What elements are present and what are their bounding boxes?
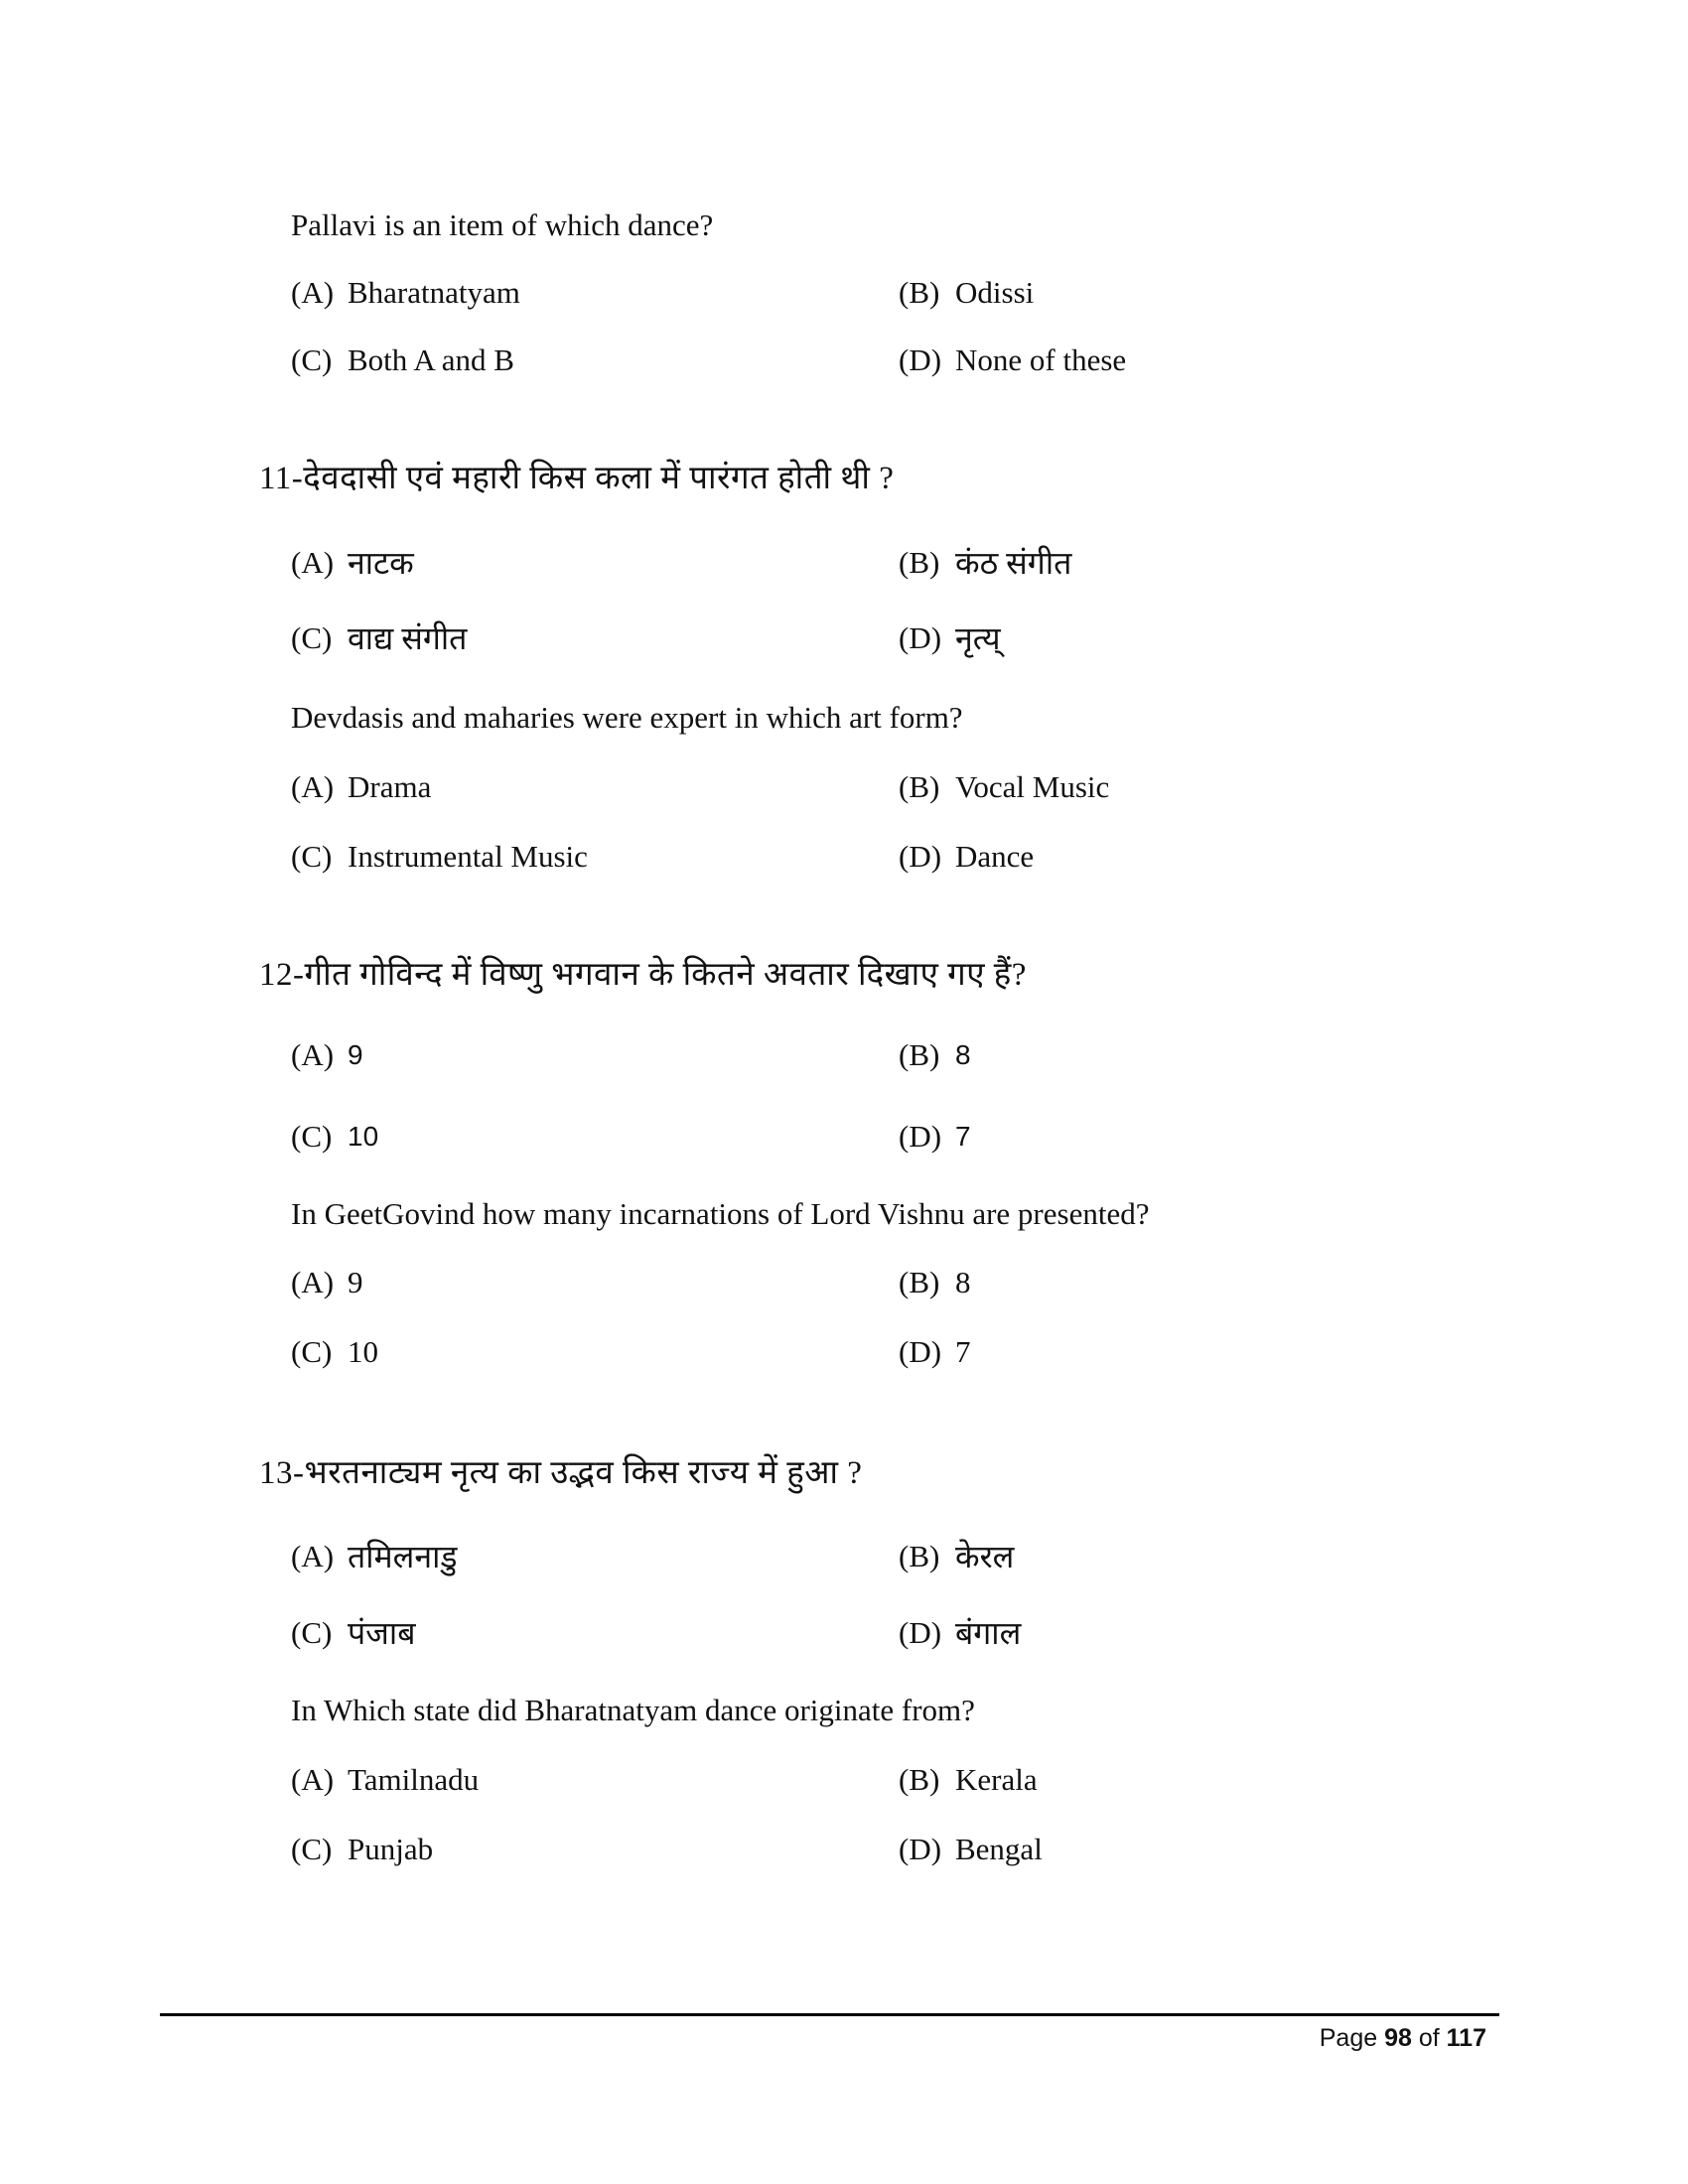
option-label: (A) <box>291 545 335 580</box>
option-label: (C) <box>291 342 333 377</box>
option-label: (C) <box>291 1615 333 1650</box>
q12-en-option-a <box>291 1265 363 1300</box>
option-label: (D) <box>899 1119 942 1154</box>
q10-en-option-c <box>291 342 514 378</box>
option-label: (B) <box>899 769 940 804</box>
option-text: केरल <box>955 1539 1015 1574</box>
option-text: None of these <box>955 342 1127 377</box>
question-13-english: In Which state did Bharatnatyam dance originate from? <box>291 1693 975 1727</box>
q11-hi-option-c <box>291 620 467 656</box>
q12-en-option-d <box>899 1334 971 1370</box>
page-word: Page <box>1319 2024 1378 2052</box>
page-number <box>1320 2023 1486 2053</box>
option-label: (B) <box>899 545 940 580</box>
option-text: 8 <box>955 1039 971 1070</box>
q11-hi-option-d <box>899 620 1001 656</box>
question-11-english: Devdasis and maharies were expert in which art form? <box>291 700 963 735</box>
option-text: Drama <box>348 769 432 804</box>
option-label: (B) <box>899 275 940 310</box>
question-13-hindi: 13-भरतनाट्यम नृत्य का उद्भव किस राज्य में हुआ ? <box>259 1455 863 1491</box>
option-label: (A) <box>291 1762 335 1797</box>
option-label: (B) <box>899 1539 940 1573</box>
q13-hi-option-d <box>899 1615 1021 1651</box>
q13-en-option-d <box>899 1832 1043 1867</box>
current-page: 98 <box>1384 2024 1412 2052</box>
option-label: (B) <box>899 1037 940 1072</box>
option-text: Punjab <box>348 1832 434 1866</box>
option-label: (A) <box>291 1037 335 1072</box>
option-label: (C) <box>291 1334 333 1369</box>
q11-hi-option-a <box>291 545 414 581</box>
q12-en-option-b <box>899 1265 971 1300</box>
q11-en-option-a <box>291 769 431 805</box>
q13-hi-option-c <box>291 1615 415 1651</box>
option-label: (A) <box>291 275 335 310</box>
option-label: (D) <box>899 342 942 377</box>
q11-en-option-c <box>291 839 588 875</box>
option-label: (A) <box>291 1265 335 1299</box>
option-label: (A) <box>291 769 335 804</box>
option-text: तमिलनाडु <box>348 1539 458 1574</box>
option-text: नृत्य् <box>955 620 1001 656</box>
option-label: (C) <box>291 620 333 655</box>
option-text: 7 <box>955 1334 971 1369</box>
option-text: Bharatnatyam <box>348 275 520 310</box>
option-text: 9 <box>348 1039 363 1070</box>
option-label: (C) <box>291 839 333 874</box>
q13-hi-option-a <box>291 1539 458 1574</box>
q10-en-option-b <box>899 275 1034 311</box>
question-12-english: In GeetGovind how many incarnations of Lord Vishnu are presented? <box>291 1196 1150 1231</box>
option-label: (C) <box>291 1119 333 1154</box>
q12-hi-option-a <box>291 1037 363 1073</box>
option-label: (A) <box>291 1539 335 1573</box>
option-text: पंजाब <box>348 1615 416 1651</box>
option-text: Instrumental Music <box>348 839 588 874</box>
q13-en-option-c <box>291 1832 433 1867</box>
q10-en-option-a <box>291 275 520 311</box>
question-10-english: Pallavi is an item of which dance? <box>291 207 714 242</box>
option-text: Odissi <box>955 275 1035 310</box>
q12-hi-option-b <box>899 1037 971 1073</box>
question-11-hindi: 11-देवदासी एवं महारी किस कला में पारंगत होती थी ? <box>259 461 895 496</box>
option-label: (D) <box>899 1334 942 1369</box>
q13-hi-option-b <box>899 1539 1014 1574</box>
footer-rule <box>160 2013 1499 2016</box>
option-label: (C) <box>291 1832 333 1866</box>
q12-en-option-c <box>291 1334 378 1370</box>
option-text: Tamilnadu <box>348 1762 480 1797</box>
question-12-hindi: 12-गीत गोविन्द में विष्णु भगवान के कितने अवतार दिखाए गए हैं? <box>259 957 1027 993</box>
option-label: (D) <box>899 620 942 655</box>
option-label: (D) <box>899 1832 942 1866</box>
option-label: (B) <box>899 1265 940 1299</box>
q10-en-option-d <box>899 342 1126 378</box>
option-text: 10 <box>348 1121 379 1152</box>
option-label: (B) <box>899 1762 940 1797</box>
option-text: बंगाल <box>955 1615 1022 1651</box>
q12-hi-option-c <box>291 1119 378 1155</box>
option-label: (D) <box>899 839 942 874</box>
option-text: 7 <box>955 1121 971 1152</box>
option-text: Both A and B <box>348 342 514 377</box>
q11-en-option-d <box>899 839 1034 875</box>
q13-en-option-a <box>291 1762 479 1798</box>
of-word: of <box>1418 2024 1440 2052</box>
option-text: कंठ संगीत <box>955 545 1072 581</box>
option-text: नाटक <box>348 545 414 581</box>
option-text: 9 <box>348 1265 363 1299</box>
option-text: Vocal Music <box>955 769 1110 804</box>
option-text: Kerala <box>955 1762 1038 1797</box>
option-text: Bengal <box>955 1832 1043 1866</box>
option-label: (D) <box>899 1615 942 1650</box>
q13-en-option-b <box>899 1762 1038 1798</box>
option-text: Dance <box>955 839 1035 874</box>
option-text: 10 <box>348 1334 378 1369</box>
q11-en-option-b <box>899 769 1109 805</box>
total-pages: 117 <box>1446 2024 1486 2052</box>
q12-hi-option-d <box>899 1119 971 1155</box>
option-text: वाद्य संगीत <box>348 620 468 656</box>
q11-hi-option-b <box>899 545 1071 581</box>
option-text: 8 <box>955 1265 971 1299</box>
